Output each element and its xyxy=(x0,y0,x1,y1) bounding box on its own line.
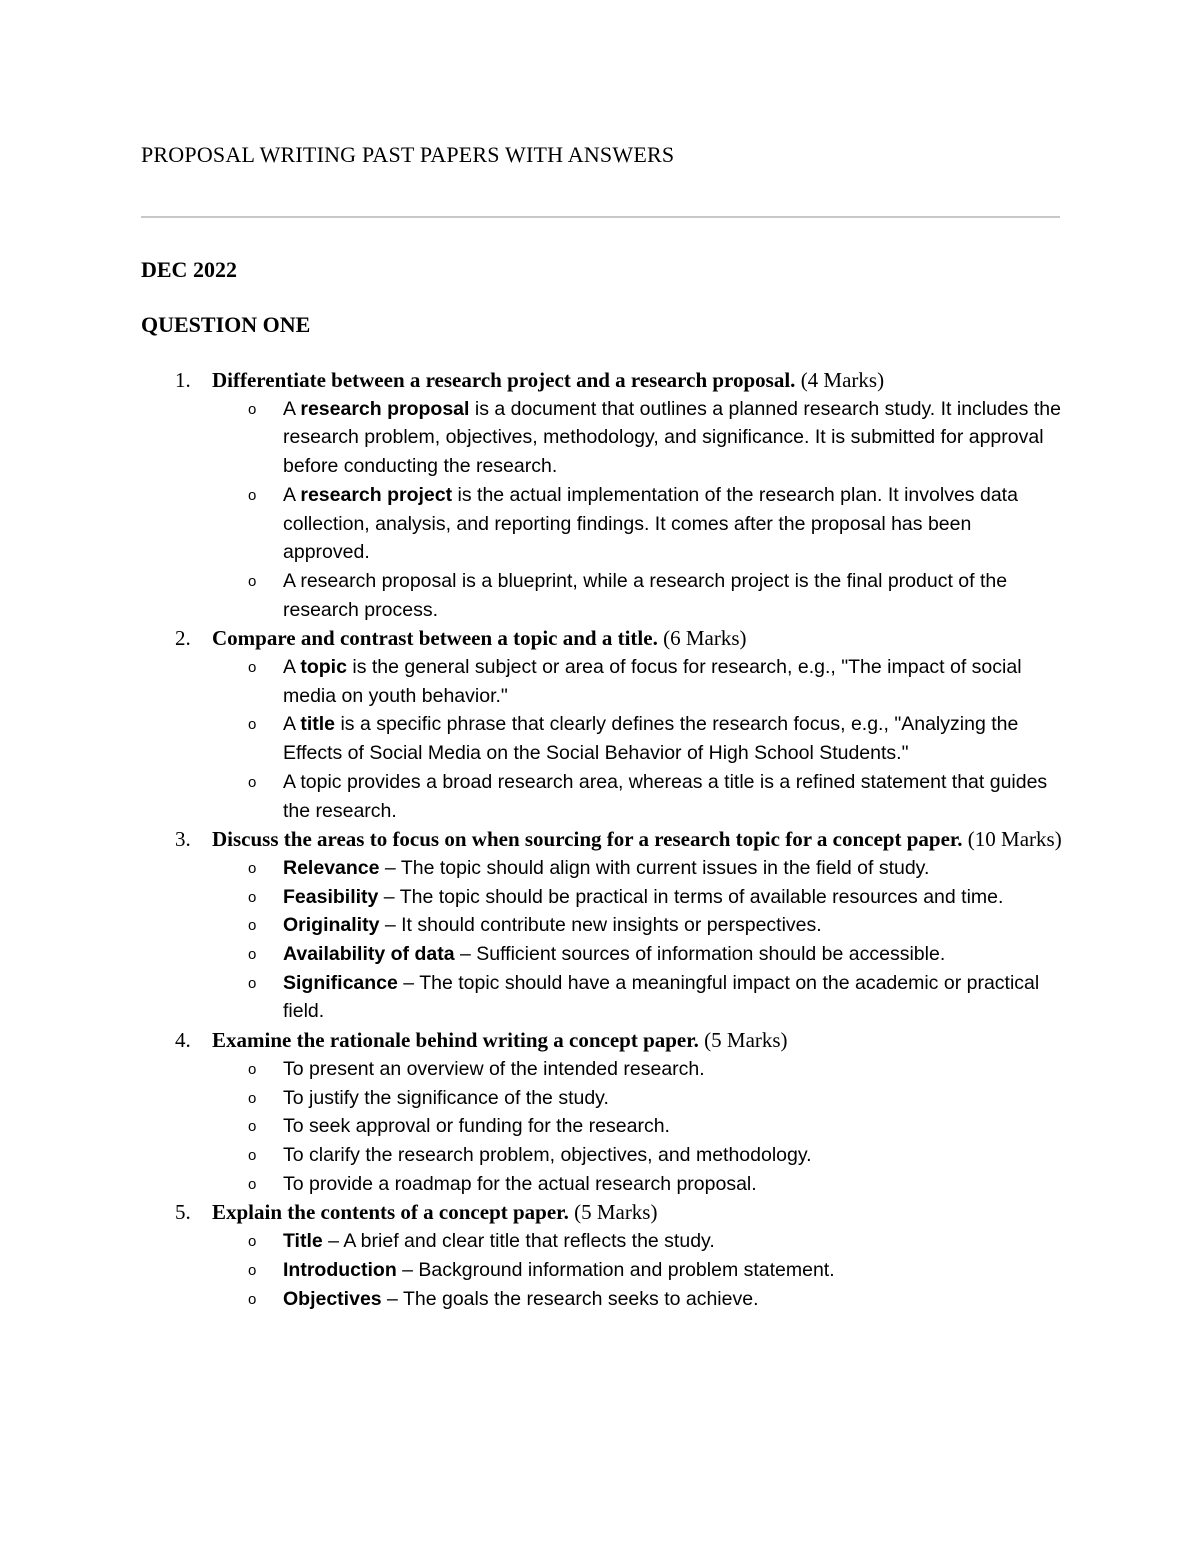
answer-text: To justify the significance of the study. xyxy=(283,1086,609,1109)
answer-prefix: A xyxy=(283,656,301,679)
bullet-icon: o xyxy=(248,1146,257,1164)
bullet-icon: o xyxy=(248,1060,257,1078)
document-title: PROPOSAL WRITING PAST PAPERS WITH ANSWERS xyxy=(141,142,675,167)
question-text: Compare and contrast between a topic and a title. xyxy=(212,626,658,651)
bullet-icon: o xyxy=(248,1175,257,1193)
question-item xyxy=(0,825,1200,1026)
bullet-icon: o xyxy=(248,1261,257,1279)
question-text: Discuss the areas to focus on when sourcing for a research topic for a concept paper. xyxy=(212,827,963,852)
bullet-icon: o xyxy=(248,917,257,935)
question-section-heading: QUESTION ONE xyxy=(141,312,311,337)
answer-text: is the general subject or area of focus for research, e.g., "The impact of social media on youth behavior." xyxy=(283,656,1022,707)
answer-text: – The topic should have a meaningful impact on the academic or practical field. xyxy=(283,971,1040,1023)
answer-text: A research proposal is a blueprint, while a research project is the final product of the research process. xyxy=(283,569,1008,621)
question-line xyxy=(0,624,1072,653)
bullet-icon: o xyxy=(248,773,257,791)
answer-item xyxy=(0,710,1063,767)
question-number: 3. xyxy=(175,827,191,852)
answer-list xyxy=(0,1227,1200,1313)
answer-item xyxy=(0,1285,1063,1314)
question-marks: (10 Marks) xyxy=(967,827,1062,852)
bullet-icon: o xyxy=(248,888,257,906)
answer-key-term: Feasibility xyxy=(283,885,379,908)
question-item xyxy=(0,366,1200,624)
bullet-icon: o xyxy=(248,486,257,504)
answer-item xyxy=(0,567,1063,624)
answer-text: – It should contribute new insights or perspectives. xyxy=(379,914,822,937)
question-marks: (6 Marks) xyxy=(663,626,747,651)
question-marks: (5 Marks) xyxy=(574,1200,658,1225)
answer-item xyxy=(0,1084,1063,1113)
question-item xyxy=(0,1198,1200,1313)
answer-item xyxy=(0,1141,1063,1170)
bullet-icon: o xyxy=(248,1233,257,1251)
answer-item xyxy=(0,653,1063,710)
bullet-icon: o xyxy=(248,1290,257,1308)
answer-key-term: Introduction xyxy=(283,1258,397,1281)
answer-key-term: title xyxy=(300,713,336,736)
bullet-icon: o xyxy=(248,1118,257,1136)
question-text: Examine the rationale behind writing a concept paper. xyxy=(212,1028,699,1053)
answer-item xyxy=(0,854,1063,883)
answer-item xyxy=(0,1055,1063,1084)
answer-item xyxy=(0,768,1063,825)
question-number: 2. xyxy=(175,626,191,651)
question-item xyxy=(0,1026,1200,1198)
answer-list xyxy=(0,854,1200,1026)
question-text: Explain the contents of a concept paper. xyxy=(212,1200,569,1225)
answer-item xyxy=(0,940,1063,969)
exam-date-heading: DEC 2022 xyxy=(141,257,237,282)
answer-key-term: topic xyxy=(300,656,347,679)
bullet-icon: o xyxy=(248,1089,257,1107)
answer-key-term: Availability of data xyxy=(283,943,455,966)
answer-text: To present an overview of the intended research. xyxy=(283,1057,705,1080)
bullet-icon: o xyxy=(248,859,257,877)
answer-prefix: A xyxy=(283,397,301,420)
answer-item xyxy=(0,395,1063,481)
question-item xyxy=(0,624,1200,825)
answer-text: – The topic should be practical in terms of available resources and time. xyxy=(378,885,1004,908)
answer-text: – Background information and problem statement. xyxy=(396,1258,835,1281)
answer-item xyxy=(0,1112,1063,1141)
question-list xyxy=(0,366,1200,1313)
bullet-icon: o xyxy=(248,572,257,590)
question-number: 4. xyxy=(175,1028,191,1053)
answer-item xyxy=(0,911,1063,940)
answer-prefix: A xyxy=(283,713,301,736)
question-line xyxy=(0,1026,1072,1055)
question-line xyxy=(0,825,1072,854)
answer-item xyxy=(0,481,1063,567)
answer-item xyxy=(0,883,1063,912)
answer-text: To clarify the research problem, objectives, and methodology. xyxy=(283,1143,812,1166)
bullet-icon: o xyxy=(248,659,257,677)
answer-key-term: Title xyxy=(283,1230,323,1253)
answer-text: – A brief and clear title that reflects the study. xyxy=(322,1230,715,1253)
question-line xyxy=(0,1198,1072,1227)
answer-text: A topic provides a broad research area, whereas a title is a refined statement that guides the research. xyxy=(283,770,1048,822)
answer-item xyxy=(0,1227,1063,1256)
answer-key-term: Relevance xyxy=(283,856,380,879)
answer-text: – Sufficient sources of information should be accessible. xyxy=(454,943,946,966)
answer-key-term: research project xyxy=(300,483,453,506)
answer-item xyxy=(0,1170,1063,1199)
answer-key-term: Objectives xyxy=(283,1287,382,1310)
answer-list xyxy=(0,395,1200,625)
answer-key-term: research proposal xyxy=(300,397,470,420)
question-number: 5. xyxy=(175,1200,191,1225)
answer-item xyxy=(0,969,1063,1026)
answer-text: is a specific phrase that clearly defines the research focus, e.g., "Analyzing the Effects of Social Media on the Social Behavior of High School Students." xyxy=(283,713,1019,765)
answer-prefix: A xyxy=(283,483,301,506)
answer-text: – The goals the research seeks to achieve. xyxy=(381,1287,759,1310)
answer-list xyxy=(0,1055,1200,1199)
bullet-icon: o xyxy=(248,974,257,992)
answer-list xyxy=(0,653,1200,825)
bullet-icon: o xyxy=(248,716,257,734)
question-text: Differentiate between a research project and a research proposal. xyxy=(212,368,796,392)
question-marks: (5 Marks) xyxy=(704,1028,788,1053)
question-number: 1. xyxy=(175,368,191,392)
answer-text: To seek approval or funding for the research. xyxy=(283,1115,670,1138)
question-marks: (4 Marks) xyxy=(800,368,885,392)
horizontal-divider xyxy=(141,216,1060,218)
answer-text: – The topic should align with current issues in the field of study. xyxy=(379,856,930,879)
answer-key-term: Originality xyxy=(283,914,380,937)
answer-key-term: Significance xyxy=(283,971,398,994)
bullet-icon: o xyxy=(248,946,257,964)
bullet-icon: o xyxy=(248,400,257,418)
answer-item xyxy=(0,1256,1063,1285)
answer-text: is a document that outlines a planned research study. It includes the research problem, objectives, methodology, and significance. It is submitted for approval before conducting the research. xyxy=(283,397,1061,478)
answer-text: To provide a roadmap for the actual research proposal. xyxy=(283,1172,757,1195)
question-line xyxy=(0,366,1072,395)
answer-text: is the actual implementation of the research plan. It involves data collection, analysis, and reporting findings. It comes after the proposal has been approved. xyxy=(283,483,1018,564)
